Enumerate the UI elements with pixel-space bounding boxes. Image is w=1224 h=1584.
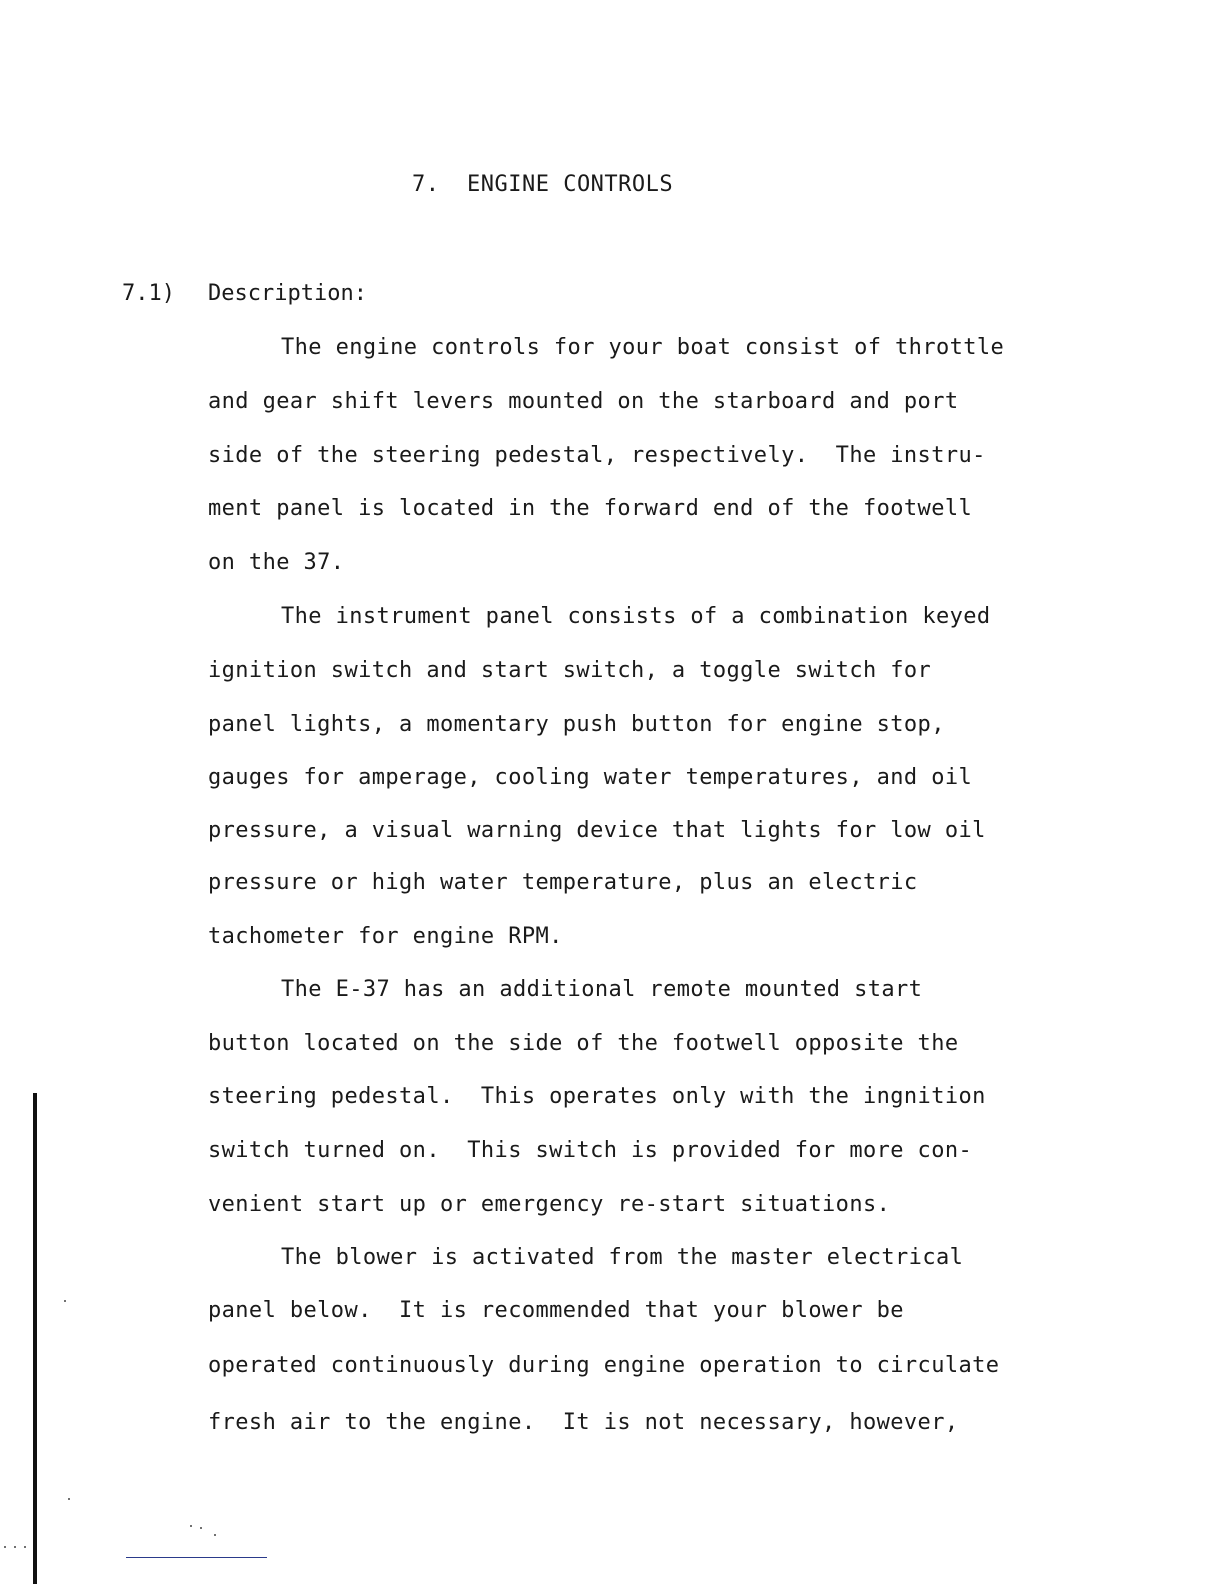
text-line: The engine controls for your boat consist of throttle — [281, 335, 1005, 360]
text-line: on the 37. — [208, 550, 345, 575]
text-line: panel below. It is recommended that your blower be — [208, 1298, 904, 1323]
scan-speck — [190, 1525, 192, 1527]
text-line: panel lights, a momentary push button for engine stop, — [208, 712, 945, 737]
text-line: gauges for amperage, cooling water temperatures, and oil — [208, 765, 973, 790]
text-line: ment panel is located in the forward end of the footwell — [208, 496, 973, 521]
scan-speck — [200, 1527, 202, 1529]
text-line: The instrument panel consists of a combination keyed — [281, 604, 991, 629]
section-heading — [122, 281, 367, 306]
text-line: The blower is activated from the master electrical — [281, 1245, 964, 1270]
scan-speck — [68, 1498, 70, 1500]
scan-speck — [64, 1300, 66, 1302]
text-line: switch turned on. This switch is provided for more con- — [208, 1138, 973, 1163]
text-line: The E-37 has an additional remote mounted start — [281, 977, 923, 1002]
revision-change-bar — [33, 1093, 37, 1584]
page-title: 7. ENGINE CONTROLS — [412, 172, 674, 197]
scan-speck — [24, 1546, 26, 1548]
bottom-rule — [126, 1557, 267, 1558]
scan-speck — [214, 1534, 216, 1536]
text-line: side of the steering pedestal, respectively. The instru- — [208, 443, 986, 468]
scan-speck — [4, 1546, 6, 1548]
text-line: pressure, a visual warning device that lights for low oil — [208, 818, 986, 843]
text-line: venient start up or emergency re-start situations. — [208, 1192, 891, 1217]
text-line: steering pedestal. This operates only with the ingnition — [208, 1084, 986, 1109]
text-line: pressure or high water temperature, plus an electric — [208, 870, 918, 895]
text-line: operated continuously during engine operation to circulate — [208, 1353, 1000, 1378]
text-line: fresh air to the engine. It is not necessary, however, — [208, 1410, 959, 1435]
section-number: 7.1) — [122, 281, 175, 306]
text-line: tachometer for engine RPM. — [208, 924, 563, 949]
section-heading-text: Description: — [208, 281, 367, 306]
scan-speck — [14, 1546, 16, 1548]
text-line: ignition switch and start switch, a toggle switch for — [208, 658, 932, 683]
text-line: button located on the side of the footwell opposite the — [208, 1031, 959, 1056]
text-line: and gear shift levers mounted on the starboard and port — [208, 389, 959, 414]
